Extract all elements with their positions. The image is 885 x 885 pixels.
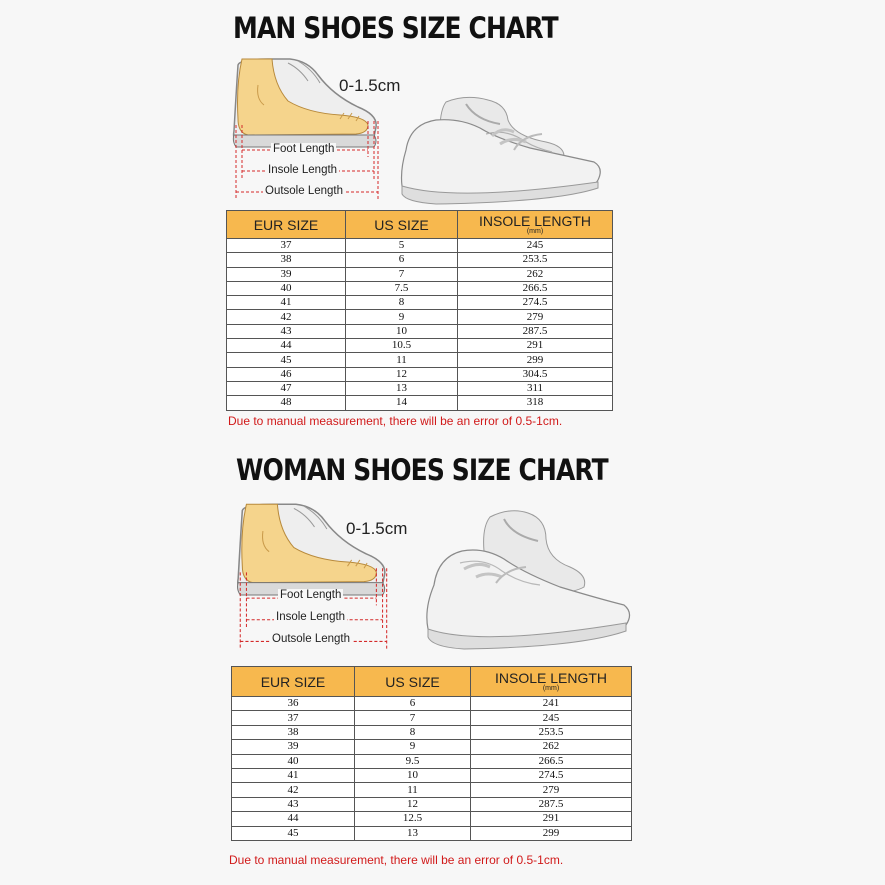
foot-length-label: Foot Length — [280, 589, 342, 601]
insole-length-cell: 279 — [471, 783, 632, 797]
foot-length-label: Foot Length — [273, 143, 335, 155]
insole-length-cell: 253.5 — [471, 725, 632, 739]
us-size-header: US SIZE — [346, 211, 458, 239]
eur-size-cell: 42 — [232, 783, 355, 797]
table-row — [227, 339, 613, 353]
us-size-cell: 8 — [355, 725, 471, 739]
us-size-cell: 7.5 — [346, 281, 458, 295]
eur-size-cell: 38 — [227, 253, 346, 267]
insole-length-cell: 266.5 — [458, 281, 613, 295]
us-size-cell: 12.5 — [355, 812, 471, 826]
table-row — [227, 281, 613, 295]
us-size-cell: 9 — [346, 310, 458, 324]
insole-length-cell: 311 — [458, 381, 613, 395]
insole-length-label: Insole Length — [268, 164, 338, 176]
us-size-cell: 5 — [346, 239, 458, 253]
insole-length-header — [458, 211, 613, 239]
eur-size-cell: 45 — [227, 353, 346, 367]
table-row — [232, 697, 632, 711]
us-size-cell: 10 — [346, 324, 458, 338]
eur-size-cell: 44 — [232, 812, 355, 826]
eur-size-cell: 47 — [227, 381, 346, 395]
table-row — [232, 768, 632, 782]
outsole-length-label: Outsole Length — [265, 185, 344, 197]
eur-size-cell: 36 — [232, 697, 355, 711]
eur-size-cell: 43 — [227, 324, 346, 338]
eur-size-cell: 46 — [227, 367, 346, 381]
eur-size-cell: 41 — [227, 296, 346, 310]
table-row — [227, 381, 613, 395]
table-header-row — [227, 211, 613, 239]
us-size-cell: 12 — [355, 797, 471, 811]
white-slip-on-shoe-illustration — [396, 90, 606, 205]
us-size-cell: 7 — [355, 711, 471, 725]
us-size-cell: 10 — [355, 768, 471, 782]
eur-size-cell: 38 — [232, 725, 355, 739]
insole-length-cell: 291 — [458, 339, 613, 353]
insole-length-cell: 245 — [458, 239, 613, 253]
man-size-table — [226, 210, 613, 411]
insole-unit-label: (mm) — [526, 227, 544, 235]
eur-size-cell: 40 — [227, 281, 346, 295]
woman-chart-title: WOMAN SHOES SIZE CHART — [236, 453, 608, 487]
us-size-cell: 14 — [346, 396, 458, 410]
insole-length-cell: 266.5 — [471, 754, 632, 768]
insole-length-cell: 262 — [471, 740, 632, 754]
insole-length-cell: 241 — [471, 697, 632, 711]
table-row — [232, 797, 632, 811]
table-row — [227, 296, 613, 310]
insole-length-cell: 304.5 — [458, 367, 613, 381]
man-shoe-image — [396, 90, 606, 205]
table-row — [232, 783, 632, 797]
insole-length-cell: 299 — [471, 826, 632, 840]
eur-size-cell: 39 — [232, 740, 355, 754]
insole-length-cell: 291 — [471, 812, 632, 826]
table-row — [227, 353, 613, 367]
table-row — [227, 253, 613, 267]
table-row — [227, 239, 613, 253]
us-size-cell: 13 — [355, 826, 471, 840]
insole-length-cell: 274.5 — [458, 296, 613, 310]
eur-size-header: EUR SIZE — [232, 667, 355, 697]
insole-length-header-label: INSOLE LENGTH — [478, 212, 592, 229]
insole-length-cell: 287.5 — [471, 797, 632, 811]
white-slip-on-shoe-illustration — [420, 505, 635, 655]
eur-size-cell: 48 — [227, 396, 346, 410]
eur-size-cell: 45 — [232, 826, 355, 840]
woman-gap-label: 0-1.5cm — [346, 519, 408, 538]
insole-length-label: Insole Length — [276, 611, 346, 623]
eur-size-cell: 37 — [232, 711, 355, 725]
table-row — [227, 310, 613, 324]
us-size-cell: 6 — [355, 697, 471, 711]
woman-size-table — [231, 666, 632, 841]
us-size-cell: 11 — [355, 783, 471, 797]
eur-size-cell: 37 — [227, 239, 346, 253]
man-gap-label: 0-1.5cm — [339, 76, 401, 95]
table-row — [227, 267, 613, 281]
us-size-cell: 12 — [346, 367, 458, 381]
table-row — [227, 396, 613, 410]
us-size-cell: 7 — [346, 267, 458, 281]
eur-size-cell: 44 — [227, 339, 346, 353]
us-size-cell: 9 — [355, 740, 471, 754]
table-row — [232, 725, 632, 739]
eur-size-cell: 40 — [232, 754, 355, 768]
table-row — [227, 367, 613, 381]
woman-measurement-note: Due to manual measurement, there will be an error of 0.5-1cm. — [229, 853, 564, 867]
table-row — [232, 740, 632, 754]
table-row — [232, 754, 632, 768]
table-row — [232, 826, 632, 840]
eur-size-cell: 43 — [232, 797, 355, 811]
insole-length-cell: 287.5 — [458, 324, 613, 338]
table-header-row — [232, 667, 632, 697]
man-measurement-note: Due to manual measurement, there will be an error of 0.5-1cm. — [228, 414, 563, 428]
us-size-header: US SIZE — [355, 667, 471, 697]
eur-size-cell: 41 — [232, 768, 355, 782]
us-size-cell: 11 — [346, 353, 458, 367]
insole-unit-label: (mm) — [542, 684, 560, 692]
table-row — [232, 812, 632, 826]
insole-length-cell: 262 — [458, 267, 613, 281]
woman-shoe-image — [420, 505, 635, 655]
insole-length-cell: 318 — [458, 396, 613, 410]
insole-length-header — [471, 667, 632, 697]
insole-length-cell: 299 — [458, 353, 613, 367]
insole-length-cell: 279 — [458, 310, 613, 324]
insole-length-cell: 253.5 — [458, 253, 613, 267]
us-size-cell: 8 — [346, 296, 458, 310]
man-chart-title: MAN SHOES SIZE CHART — [233, 11, 558, 45]
table-row — [232, 711, 632, 725]
insole-length-cell: 245 — [471, 711, 632, 725]
outsole-length-label: Outsole Length — [272, 633, 351, 645]
us-size-cell: 10.5 — [346, 339, 458, 353]
us-size-cell: 9.5 — [355, 754, 471, 768]
us-size-cell: 13 — [346, 381, 458, 395]
table-row — [227, 324, 613, 338]
insole-length-cell: 274.5 — [471, 768, 632, 782]
eur-size-cell: 42 — [227, 310, 346, 324]
us-size-cell: 6 — [346, 253, 458, 267]
eur-size-header: EUR SIZE — [227, 211, 346, 239]
eur-size-cell: 39 — [227, 267, 346, 281]
insole-length-header-label: INSOLE LENGTH — [494, 669, 608, 686]
